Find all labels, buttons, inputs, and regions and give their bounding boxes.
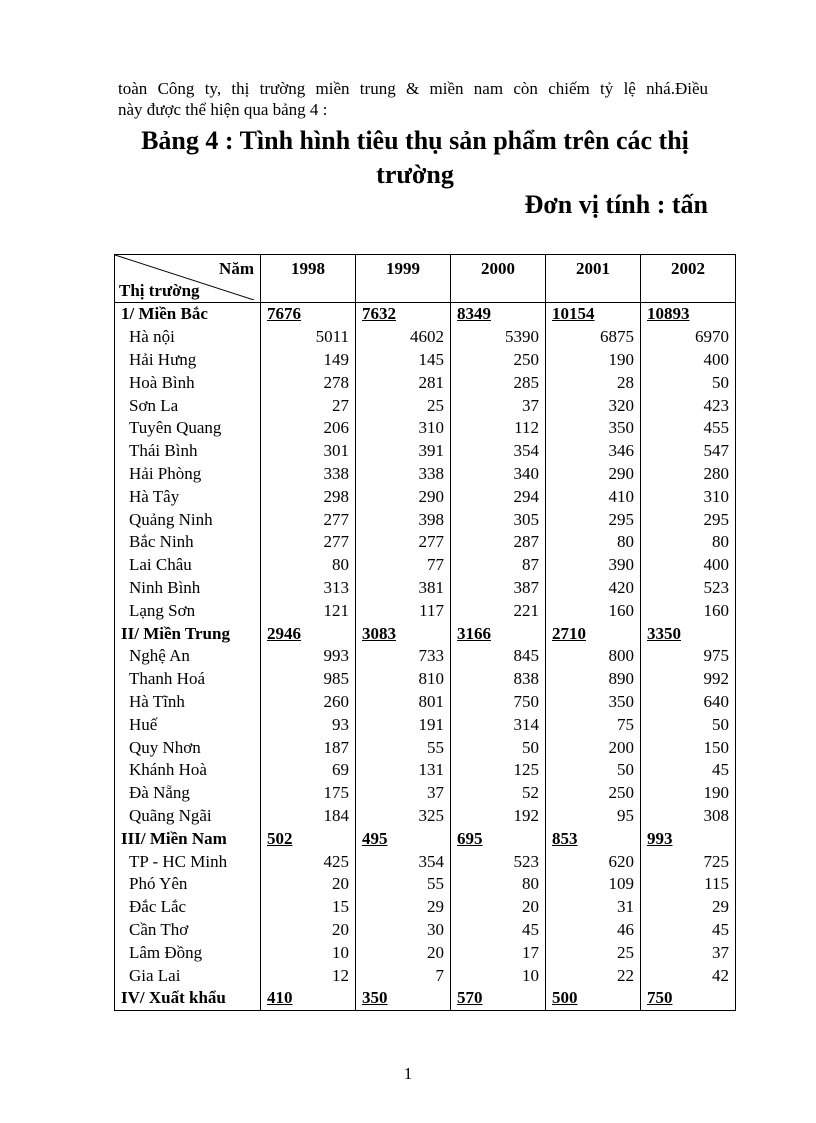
- province-name-cell: Lâm Đồng: [115, 941, 261, 964]
- province-row: [115, 713, 736, 736]
- value-cell: 55: [356, 736, 451, 759]
- province-name-cell: Tuyên Quang: [115, 417, 261, 440]
- value-cell: 346: [546, 440, 641, 463]
- region-total-cell: 993: [641, 827, 736, 850]
- region-total-cell: 8349: [451, 303, 546, 326]
- value-cell: 287: [451, 531, 546, 554]
- value-cell: 390: [546, 554, 641, 577]
- value-cell: 131: [356, 759, 451, 782]
- province-row: [115, 850, 736, 873]
- value-cell: 294: [451, 485, 546, 508]
- province-name-cell: Huế: [115, 713, 261, 736]
- header-year-cell: 1998: [261, 255, 356, 303]
- value-cell: 310: [641, 485, 736, 508]
- value-cell: 725: [641, 850, 736, 873]
- province-name-cell: Bắc Ninh: [115, 531, 261, 554]
- region-total-cell: 495: [356, 827, 451, 850]
- value-cell: 985: [261, 668, 356, 691]
- value-cell: 115: [641, 873, 736, 896]
- value-cell: 6970: [641, 326, 736, 349]
- province-name-cell: Đắc Lắc: [115, 896, 261, 919]
- province-name-cell: Sơn La: [115, 394, 261, 417]
- region-row: [115, 622, 736, 645]
- value-cell: 50: [641, 371, 736, 394]
- value-cell: 27: [261, 394, 356, 417]
- value-cell: 620: [546, 850, 641, 873]
- province-name-cell: Quảng Ninh: [115, 508, 261, 531]
- value-cell: 55: [356, 873, 451, 896]
- intro-line-2: này được thể hiện qua bảng 4 :: [118, 100, 328, 119]
- value-cell: 400: [641, 349, 736, 372]
- region-total-cell: 10893: [641, 303, 736, 326]
- province-row: [115, 645, 736, 668]
- value-cell: 28: [546, 371, 641, 394]
- region-total-cell: 3083: [356, 622, 451, 645]
- value-cell: 160: [546, 599, 641, 622]
- value-cell: 95: [546, 805, 641, 828]
- value-cell: 149: [261, 349, 356, 372]
- value-cell: 121: [261, 599, 356, 622]
- province-row: [115, 417, 736, 440]
- province-row: [115, 691, 736, 714]
- value-cell: 37: [451, 394, 546, 417]
- province-name-cell: Quãng Ngãi: [115, 805, 261, 828]
- value-cell: 29: [356, 896, 451, 919]
- value-cell: 547: [641, 440, 736, 463]
- value-cell: 80: [641, 531, 736, 554]
- value-cell: 400: [641, 554, 736, 577]
- table-title: [100, 124, 730, 192]
- province-row: [115, 782, 736, 805]
- value-cell: 350: [546, 691, 641, 714]
- value-cell: 45: [451, 919, 546, 942]
- value-cell: 523: [451, 850, 546, 873]
- region-total-cell: 2946: [261, 622, 356, 645]
- region-row: [115, 303, 736, 326]
- province-name-cell: Thanh Hoá: [115, 668, 261, 691]
- value-cell: 221: [451, 599, 546, 622]
- value-cell: 425: [261, 850, 356, 873]
- value-cell: 80: [451, 873, 546, 896]
- value-cell: 80: [261, 554, 356, 577]
- province-name-cell: Cần Thơ: [115, 919, 261, 942]
- region-total-cell: 10154: [546, 303, 641, 326]
- value-cell: 325: [356, 805, 451, 828]
- province-name-cell: TP - HC Minh: [115, 850, 261, 873]
- value-cell: 295: [641, 508, 736, 531]
- value-cell: 125: [451, 759, 546, 782]
- value-cell: 187: [261, 736, 356, 759]
- value-cell: 50: [641, 713, 736, 736]
- value-cell: 838: [451, 668, 546, 691]
- value-cell: 87: [451, 554, 546, 577]
- province-name-cell: Phó Yên: [115, 873, 261, 896]
- province-row: [115, 964, 736, 987]
- region-total-cell: 2710: [546, 622, 641, 645]
- region-total-cell: 7676: [261, 303, 356, 326]
- province-name-cell: Đà Nẵng: [115, 782, 261, 805]
- value-cell: 387: [451, 577, 546, 600]
- province-row: [115, 554, 736, 577]
- province-row: [115, 896, 736, 919]
- value-cell: 45: [641, 919, 736, 942]
- province-row: [115, 736, 736, 759]
- table-header-row: [115, 255, 736, 303]
- value-cell: 20: [261, 873, 356, 896]
- value-cell: 298: [261, 485, 356, 508]
- value-cell: 992: [641, 668, 736, 691]
- value-cell: 31: [546, 896, 641, 919]
- value-cell: 7: [356, 964, 451, 987]
- province-row: [115, 485, 736, 508]
- value-cell: 15: [261, 896, 356, 919]
- value-cell: 308: [641, 805, 736, 828]
- province-row: [115, 941, 736, 964]
- header-year-cell: 2002: [641, 255, 736, 303]
- region-total-cell: 502: [261, 827, 356, 850]
- value-cell: 12: [261, 964, 356, 987]
- value-cell: 175: [261, 782, 356, 805]
- value-cell: 354: [451, 440, 546, 463]
- province-row: [115, 440, 736, 463]
- value-cell: 890: [546, 668, 641, 691]
- value-cell: 314: [451, 713, 546, 736]
- value-cell: 320: [546, 394, 641, 417]
- value-cell: 278: [261, 371, 356, 394]
- value-cell: 200: [546, 736, 641, 759]
- value-cell: 733: [356, 645, 451, 668]
- region-row: [115, 987, 736, 1010]
- region-total-cell: 570: [451, 987, 546, 1010]
- value-cell: 277: [356, 531, 451, 554]
- value-cell: 42: [641, 964, 736, 987]
- province-row: [115, 577, 736, 600]
- value-cell: 29: [641, 896, 736, 919]
- value-cell: 150: [641, 736, 736, 759]
- province-name-cell: Lai Châu: [115, 554, 261, 577]
- province-name-cell: Quy Nhơn: [115, 736, 261, 759]
- region-total-cell: 853: [546, 827, 641, 850]
- province-name-cell: Lạng Sơn: [115, 599, 261, 622]
- value-cell: 112: [451, 417, 546, 440]
- value-cell: 46: [546, 919, 641, 942]
- value-cell: 340: [451, 463, 546, 486]
- province-name-cell: Hà Tĩnh: [115, 691, 261, 714]
- province-row: [115, 759, 736, 782]
- value-cell: 290: [546, 463, 641, 486]
- value-cell: 190: [546, 349, 641, 372]
- value-cell: 845: [451, 645, 546, 668]
- value-cell: 993: [261, 645, 356, 668]
- region-name-cell: IV/ Xuất khẩu: [115, 987, 261, 1010]
- value-cell: 69: [261, 759, 356, 782]
- value-cell: 277: [261, 531, 356, 554]
- region-name-cell: III/ Miền Nam: [115, 827, 261, 850]
- region-total-cell: 500: [546, 987, 641, 1010]
- value-cell: 801: [356, 691, 451, 714]
- value-cell: 37: [641, 941, 736, 964]
- province-name-cell: Hoà Bình: [115, 371, 261, 394]
- value-cell: 6875: [546, 326, 641, 349]
- value-cell: 45: [641, 759, 736, 782]
- value-cell: 455: [641, 417, 736, 440]
- value-cell: 277: [261, 508, 356, 531]
- header-year-label: Năm: [219, 259, 254, 278]
- value-cell: 301: [261, 440, 356, 463]
- header-year-cell: 1999: [356, 255, 451, 303]
- value-cell: 280: [641, 463, 736, 486]
- value-cell: 285: [451, 371, 546, 394]
- province-row: [115, 919, 736, 942]
- province-row: [115, 599, 736, 622]
- region-name-cell: 1/ Miền Bắc: [115, 303, 261, 326]
- header-market-label: Thị trường: [119, 281, 200, 300]
- province-name-cell: Gia Lai: [115, 964, 261, 987]
- value-cell: 25: [546, 941, 641, 964]
- value-cell: 313: [261, 577, 356, 600]
- region-total-cell: 695: [451, 827, 546, 850]
- value-cell: 523: [641, 577, 736, 600]
- region-total-cell: 7632: [356, 303, 451, 326]
- value-cell: 381: [356, 577, 451, 600]
- value-cell: 22: [546, 964, 641, 987]
- value-cell: 145: [356, 349, 451, 372]
- value-cell: 17: [451, 941, 546, 964]
- province-name-cell: Hà Tây: [115, 485, 261, 508]
- value-cell: 398: [356, 508, 451, 531]
- province-row: [115, 394, 736, 417]
- value-cell: 192: [451, 805, 546, 828]
- province-name-cell: Nghệ An: [115, 645, 261, 668]
- province-row: [115, 326, 736, 349]
- value-cell: 52: [451, 782, 546, 805]
- table-title-line-1: Bảng 4 : Tình hình tiêu thụ sản phẩm trên các thị: [141, 126, 689, 155]
- sales-table: [114, 254, 736, 1011]
- region-total-cell: 750: [641, 987, 736, 1010]
- value-cell: 20: [356, 941, 451, 964]
- region-total-cell: 3350: [641, 622, 736, 645]
- value-cell: 810: [356, 668, 451, 691]
- province-row: [115, 805, 736, 828]
- value-cell: 77: [356, 554, 451, 577]
- value-cell: 290: [356, 485, 451, 508]
- value-cell: 190: [641, 782, 736, 805]
- value-cell: 160: [641, 599, 736, 622]
- header-year-cell: 2001: [546, 255, 641, 303]
- header-year-cell: 2000: [451, 255, 546, 303]
- value-cell: 10: [451, 964, 546, 987]
- province-row: [115, 349, 736, 372]
- page-number: 1: [403, 1064, 413, 1083]
- value-cell: 37: [356, 782, 451, 805]
- value-cell: 250: [546, 782, 641, 805]
- intro-paragraph: [118, 78, 708, 120]
- sales-table-body: [115, 255, 736, 1011]
- value-cell: 310: [356, 417, 451, 440]
- province-name-cell: Ninh Bình: [115, 577, 261, 600]
- header-corner-cell: [115, 255, 261, 303]
- value-cell: 350: [546, 417, 641, 440]
- value-cell: 4602: [356, 326, 451, 349]
- value-cell: 80: [546, 531, 641, 554]
- value-cell: 281: [356, 371, 451, 394]
- value-cell: 354: [356, 850, 451, 873]
- value-cell: 20: [451, 896, 546, 919]
- value-cell: 295: [546, 508, 641, 531]
- value-cell: 117: [356, 599, 451, 622]
- value-cell: 250: [451, 349, 546, 372]
- value-cell: 75: [546, 713, 641, 736]
- value-cell: 206: [261, 417, 356, 440]
- value-cell: 30: [356, 919, 451, 942]
- province-row: [115, 668, 736, 691]
- value-cell: 20: [261, 919, 356, 942]
- value-cell: 5011: [261, 326, 356, 349]
- province-row: [115, 371, 736, 394]
- value-cell: 191: [356, 713, 451, 736]
- value-cell: 184: [261, 805, 356, 828]
- value-cell: 50: [546, 759, 641, 782]
- value-cell: 260: [261, 691, 356, 714]
- intro-line-1: toàn Công ty, thị trường miền trung & miền nam còn chiếm tỷ lệ nhá.Điều: [118, 79, 708, 98]
- value-cell: 800: [546, 645, 641, 668]
- region-row: [115, 827, 736, 850]
- province-name-cell: Thái Bình: [115, 440, 261, 463]
- province-name-cell: Hải Phòng: [115, 463, 261, 486]
- value-cell: 420: [546, 577, 641, 600]
- value-cell: 410: [546, 485, 641, 508]
- value-cell: 423: [641, 394, 736, 417]
- province-name-cell: Khánh Hoà: [115, 759, 261, 782]
- value-cell: 338: [356, 463, 451, 486]
- value-cell: 391: [356, 440, 451, 463]
- region-name-cell: II/ Miền Trung: [115, 622, 261, 645]
- province-row: [115, 463, 736, 486]
- table-title-line-2: trường: [376, 160, 454, 189]
- province-row: [115, 508, 736, 531]
- value-cell: 338: [261, 463, 356, 486]
- province-name-cell: Hải Hưng: [115, 349, 261, 372]
- region-total-cell: 410: [261, 987, 356, 1010]
- value-cell: 975: [641, 645, 736, 668]
- value-cell: 640: [641, 691, 736, 714]
- region-total-cell: 3166: [451, 622, 546, 645]
- value-cell: 305: [451, 508, 546, 531]
- unit-label: Đơn vị tính : tấn: [524, 190, 708, 219]
- value-cell: 750: [451, 691, 546, 714]
- province-row: [115, 873, 736, 896]
- value-cell: 25: [356, 394, 451, 417]
- value-cell: 10: [261, 941, 356, 964]
- value-cell: 5390: [451, 326, 546, 349]
- province-row: [115, 531, 736, 554]
- region-total-cell: 350: [356, 987, 451, 1010]
- value-cell: 109: [546, 873, 641, 896]
- value-cell: 93: [261, 713, 356, 736]
- province-name-cell: Hà nội: [115, 326, 261, 349]
- value-cell: 50: [451, 736, 546, 759]
